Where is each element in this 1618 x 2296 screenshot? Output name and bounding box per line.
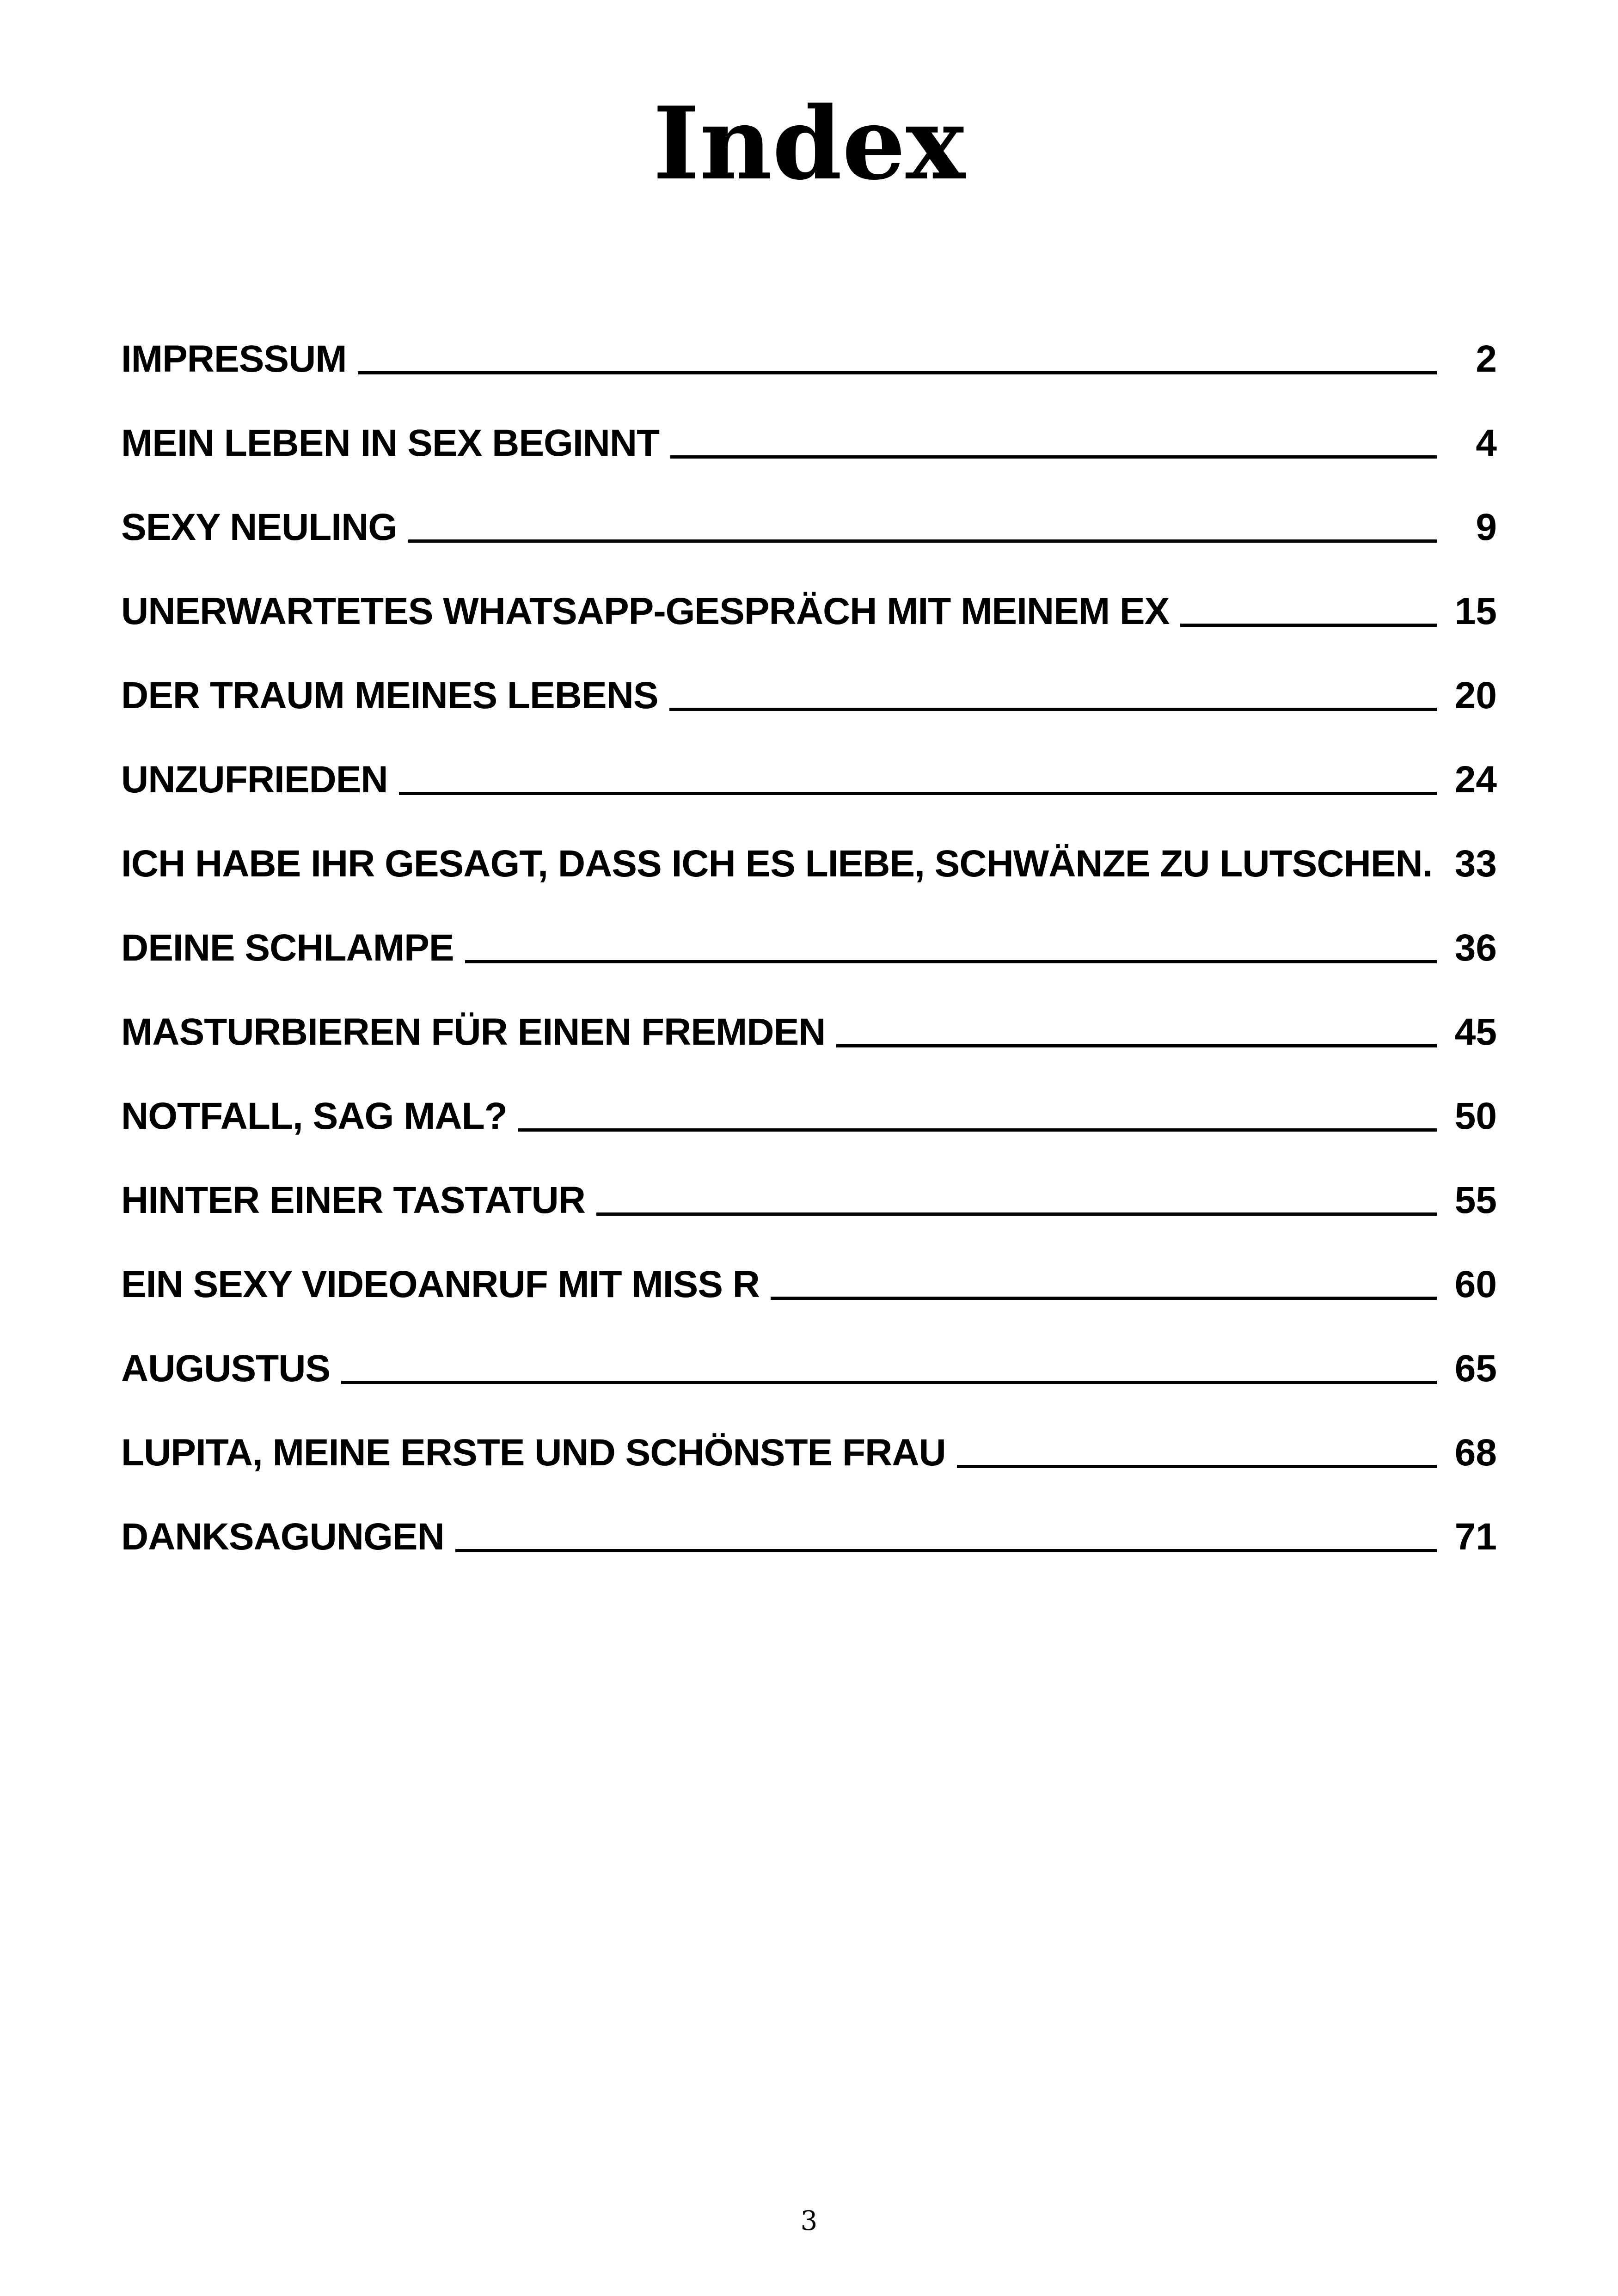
toc-entry[interactable] (121, 1007, 1497, 1091)
toc-entry-title: UNZUFRIEDEN (121, 759, 388, 801)
toc-entry[interactable] (121, 502, 1497, 586)
toc-entry-page: 9 (1476, 506, 1497, 548)
toc-leader-line (455, 1545, 1437, 1552)
toc-entry-page: 45 (1454, 1011, 1497, 1053)
toc-entry-title: DER TRAUM MEINES LEBENS (121, 674, 658, 716)
toc-entry-title: ICH HABE IHR GESAGT, DASS ICH ES LIEBE, SCHWÄNZE ZU LUTSCHEN. (121, 843, 1433, 885)
toc-entry-title: IMPRESSUM (121, 338, 347, 380)
toc-entry-page: 36 (1454, 927, 1497, 969)
toc-leader-line (1180, 620, 1437, 627)
toc-entry-page: 15 (1454, 590, 1497, 632)
toc-leader-line (957, 1461, 1437, 1468)
toc-entry[interactable] (121, 923, 1497, 1007)
toc-entry-title: MASTURBIEREN FÜR EINEN FREMDEN (121, 1011, 826, 1053)
toc-leader-line (669, 704, 1437, 711)
toc-entry-page: 55 (1454, 1179, 1497, 1221)
toc-leader-line (836, 1041, 1437, 1047)
toc-entry-page: 68 (1454, 1432, 1497, 1474)
toc-entry[interactable] (121, 1175, 1497, 1259)
toc-leader-line (358, 367, 1437, 374)
toc-leader-line (518, 1125, 1437, 1132)
toc-leader-line (341, 1377, 1437, 1384)
toc-entry[interactable] (121, 1259, 1497, 1343)
toc-entry[interactable] (121, 334, 1497, 418)
toc-entry[interactable] (121, 1091, 1497, 1175)
toc-entry-page: 65 (1454, 1347, 1497, 1390)
toc-entry-title: HINTER EINER TASTATUR (121, 1179, 585, 1221)
toc-leader-line (670, 452, 1437, 459)
toc-entry-title: DANKSAGUNGEN (121, 1516, 444, 1558)
toc-entry-page: 33 (1454, 843, 1497, 885)
toc-entry-title: MEIN LEBEN IN SEX BEGINNT (121, 422, 660, 464)
toc-entry[interactable] (121, 1427, 1497, 1512)
toc-entry-title: DEINE SCHLAMPE (121, 927, 454, 969)
toc-leader-line (399, 788, 1437, 795)
toc-entry-title: LUPITA, MEINE ERSTE UND SCHÖNSTE FRAU (121, 1432, 946, 1474)
toc-entry[interactable] (121, 1512, 1497, 1596)
page-title: Index (653, 85, 965, 202)
toc-entry-title: NOTFALL, SAG MAL? (121, 1095, 507, 1137)
toc-entry-page: 2 (1476, 338, 1497, 380)
toc-entry[interactable] (121, 418, 1497, 502)
toc-leader-line (596, 1209, 1437, 1216)
toc-entry-page: 20 (1454, 674, 1497, 716)
table-of-contents (121, 334, 1497, 1596)
toc-leader-line (771, 1293, 1437, 1300)
toc-entry-page: 60 (1454, 1263, 1497, 1305)
toc-entry[interactable] (121, 839, 1497, 923)
toc-entry-title: AUGUSTUS (121, 1347, 331, 1390)
toc-entry[interactable] (121, 670, 1497, 754)
toc-entry-page: 4 (1476, 422, 1497, 464)
toc-entry-title: SEXY NEULING (121, 506, 398, 548)
toc-leader-line (465, 956, 1437, 963)
toc-entry[interactable] (121, 586, 1497, 670)
page-number: 3 (800, 2205, 818, 2236)
toc-leader-line (1433, 876, 1448, 879)
toc-entry-title: UNERWARTETES WHATSAPP-GESPRÄCH MIT MEINEM EX (121, 590, 1170, 632)
toc-entry[interactable] (121, 1343, 1497, 1427)
toc-entry-page: 71 (1454, 1516, 1497, 1558)
toc-entry-page: 50 (1454, 1095, 1497, 1137)
toc-leader-line (408, 536, 1437, 543)
toc-entry-page: 24 (1454, 759, 1497, 801)
toc-entry-title: EIN SEXY VIDEOANRUF MIT MISS R (121, 1263, 760, 1305)
toc-entry[interactable] (121, 754, 1497, 839)
